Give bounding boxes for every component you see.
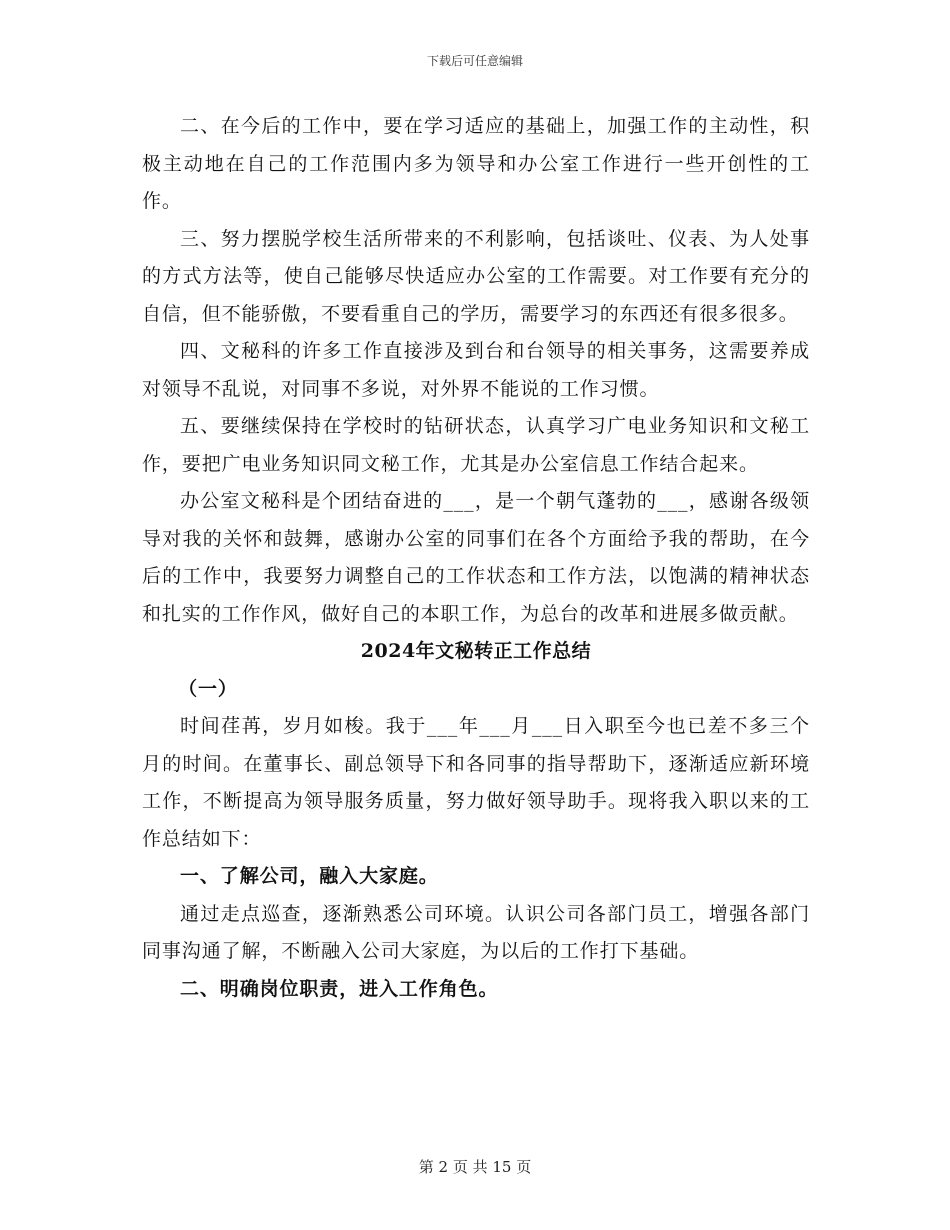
- paragraph-5: 五、要继续保持在学校时的钻研状态，认真学习广电业务知识和文秘工作，要把广电业务知识同文秘工作，尤其是办公室信息工作结合起来。: [142, 415, 810, 475]
- paragraph-3: 三、努力摆脱学校生活所带来的不利影响，包括谈吐、仪表、为人处事的方式方法等，使自己能够尽快适应办公室的工作需要。对工作要有充分的自信，但不能骄傲，不要看重自己的学历，需要学习的东西还有很多很多。: [142, 227, 810, 325]
- closing-paragraph: 办公室文秘科是个团结奋进的___，是一个朝气蓬勃的___，感谢各级领导对我的关怀和鼓舞，感谢办公室的同事们在各个方面给予我的帮助，在今后的工作中，我要努力调整自己的工作状态和工作方法，以饱满的精神状态和扎实的工作作风，做好自己的本职工作，为总台的改革和进展多做贡献。: [142, 490, 810, 625]
- section-subtitle: （一）: [178, 677, 238, 700]
- document-body: [142, 108, 810, 1008]
- section-title: 2024年文秘转正工作总结: [360, 640, 592, 662]
- heading-2: 二、明确岗位职责，进入工作角色。: [180, 977, 499, 1000]
- page-header: 下载后可任意编辑: [426, 54, 523, 68]
- heading-1: 一、了解公司，融入大家庭。: [180, 865, 439, 887]
- paragraph-4: 四、文秘科的许多工作直接涉及到台和台领导的相关事务，这需要养成对领导不乱说，对同事不多说，对外界不能说的工作习惯。: [142, 340, 810, 400]
- body-1: 通过走点巡查，逐渐熟悉公司环境。认识公司各部门员工，增强各部门同事沟通了解，不断融入公司大家庭，为以后的工作打下基础。: [142, 902, 810, 962]
- page-footer: 第 2 页 共 15 页: [418, 1158, 532, 1176]
- intro-paragraph: 时间荏苒，岁月如梭。我于___年___月___日入职至今也已差不多三个月的时间。在董事长、副总领导下和各同事的指导帮助下，逐渐适应新环境工作，不断提高为领导服务质量，努力做好领导助手。现将我入职以来的工作总结如下：: [142, 715, 810, 850]
- paragraph-2: 二、在今后的工作中，要在学习适应的基础上，加强工作的主动性，积极主动地在自己的工作范围内多为领导和办公室工作进行一些开创性的工作。: [142, 115, 810, 212]
